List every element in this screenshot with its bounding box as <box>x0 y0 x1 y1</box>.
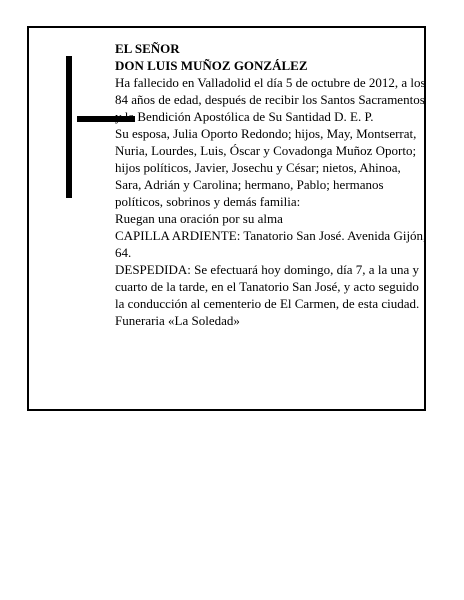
notice-title-line2: DON LUIS MUÑOZ GONZÁLEZ <box>115 58 308 73</box>
funeral-home-line: Funeraria «La Soledad» <box>115 313 240 328</box>
farewell-paragraph: DESPEDIDA: Se efectuará hoy domingo, día 7, a la una y cuarto de la tarde, en el Tanatorio San José, y acto seguido la conducción al cementerio de El Carmen, de esta ciudad. <box>115 262 420 311</box>
notice-body <box>115 40 427 329</box>
family-paragraph: Su esposa, Julia Oporto Redondo; hijos, May, Montserrat, Nuria, Lourdes, Luis, Óscar y Covadonga Muñoz Oporto; hijos políticos, Javier, Josechu y César; nietos, Ahinoa, Sara, Adrián y Carolina; hermano, Pablo; hermanos políticos, sobrinos y demás familia: <box>115 126 417 209</box>
prayer-line: Ruegan una oración por su alma <box>115 211 283 226</box>
latin-cross-icon <box>66 56 72 198</box>
obituary-notice <box>27 26 426 411</box>
chapel-paragraph: CAPILLA ARDIENTE: Tanatorio San José. Avenida Gijón, 64. <box>115 228 427 260</box>
announcement-paragraph: Ha fallecido en Valladolid el día 5 de octubre de 2012, a los 84 años de edad, después de recibir los Santos Sacramentos y la Bendición Apostólica de Su Santidad D. E. P. <box>115 75 426 124</box>
notice-title-line1: EL SEÑOR <box>115 41 180 56</box>
